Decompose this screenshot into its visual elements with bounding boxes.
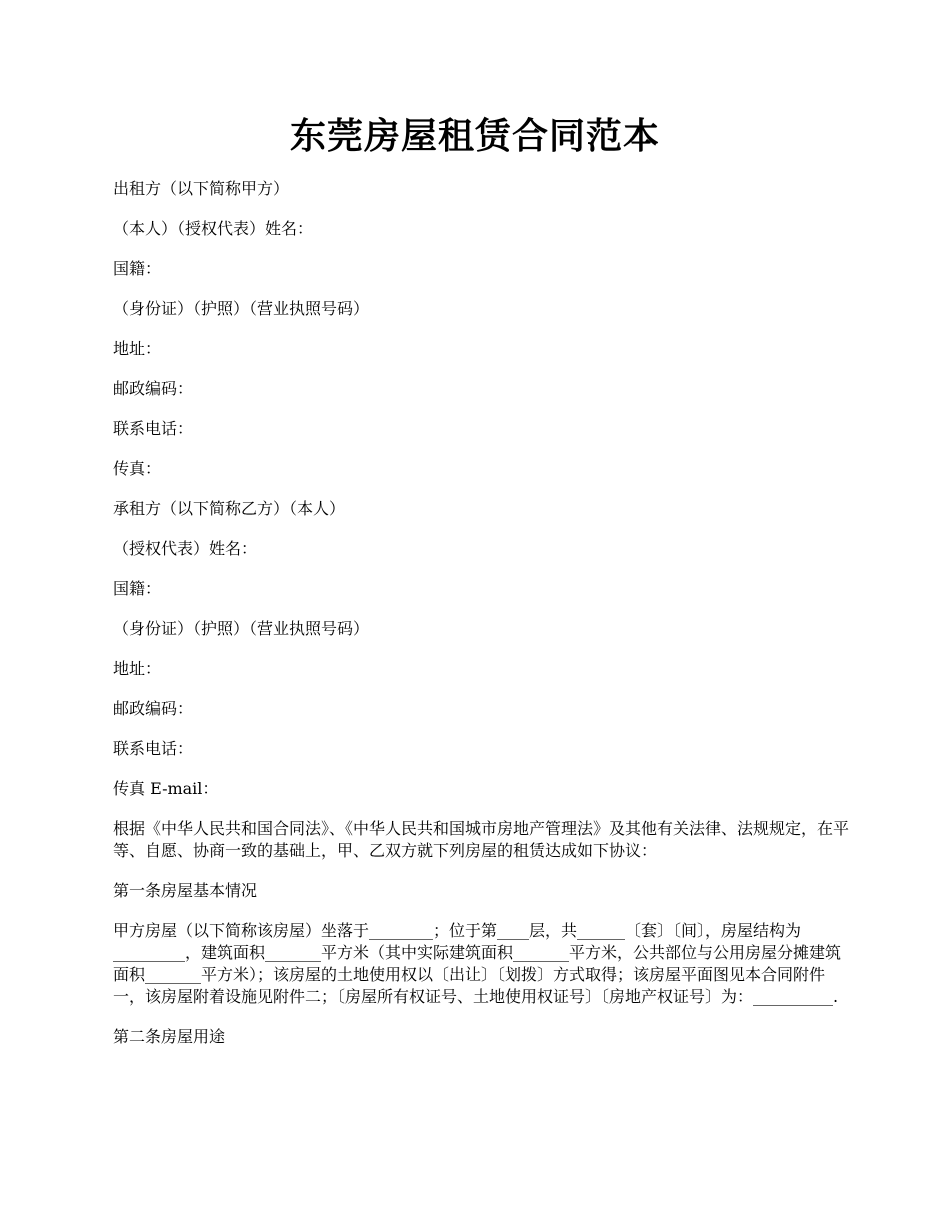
paragraph-lessee: 承租方（以下简称乙方）（本人） xyxy=(113,499,346,518)
paragraph-lessor-address: 地址： xyxy=(113,339,162,358)
paragraph-lessee-phone: 联系电话： xyxy=(113,739,194,758)
document-title: 东莞房屋租赁合同范本 xyxy=(289,115,660,157)
paragraph-lessor-name: （本人）（授权代表）姓名： xyxy=(113,219,314,238)
paragraph-lessor-nationality: 国籍： xyxy=(113,259,162,278)
paragraph-lessor-fax: 传真： xyxy=(113,459,162,478)
section-heading-article-1: 第一条房屋基本情况 xyxy=(113,881,258,900)
paragraph-property-details: 甲方房屋（以下简称该房屋）坐落于________；位于第____层，共______〔套〕〔间〕，房屋结构为_________，建筑面积_______平方米（其中实际建筑面积_______平方米，公共部位与公用房屋分摊建筑面积_______平方米）；该房屋的土地使用权以〔出让〕〔划拨〕方式取得；该房屋平面图见本合同附件一，该房屋附着设施见附件二；〔房屋所有权证号、土地使用权证号〕〔房地产权证号〕为：__________. xyxy=(113,921,842,1006)
paragraph-lessee-address: 地址： xyxy=(113,659,162,678)
paragraph-lessee-name: （授权代表）姓名： xyxy=(113,539,258,558)
paragraph-lessor-phone: 联系电话： xyxy=(113,419,194,438)
paragraph-lessee-nationality: 国籍： xyxy=(113,579,162,598)
paragraph-lessee-postcode: 邮政编码： xyxy=(113,699,194,718)
paragraph-legal-basis: 根据《中华人民共和国合同法》、《中华人民共和国城市房地产管理法》及其他有关法律、法规规定，在平等、自愿、协商一致的基础上，甲、乙双方就下列房屋的租赁达成如下协议： xyxy=(113,819,850,860)
section-heading-article-2: 第二条房屋用途 xyxy=(113,1027,226,1046)
document-body xyxy=(113,178,853,1066)
paragraph-lessee-fax-email: 传真 E-mail： xyxy=(113,779,219,798)
paragraph-lessor: 出租方（以下简称甲方） xyxy=(113,179,290,198)
paragraph-lessee-id: （身份证）（护照）（营业执照号码） xyxy=(113,619,370,638)
paragraph-lessor-postcode: 邮政编码： xyxy=(113,379,194,398)
paragraph-lessor-id: （身份证）（护照）（营业执照号码） xyxy=(113,299,370,318)
